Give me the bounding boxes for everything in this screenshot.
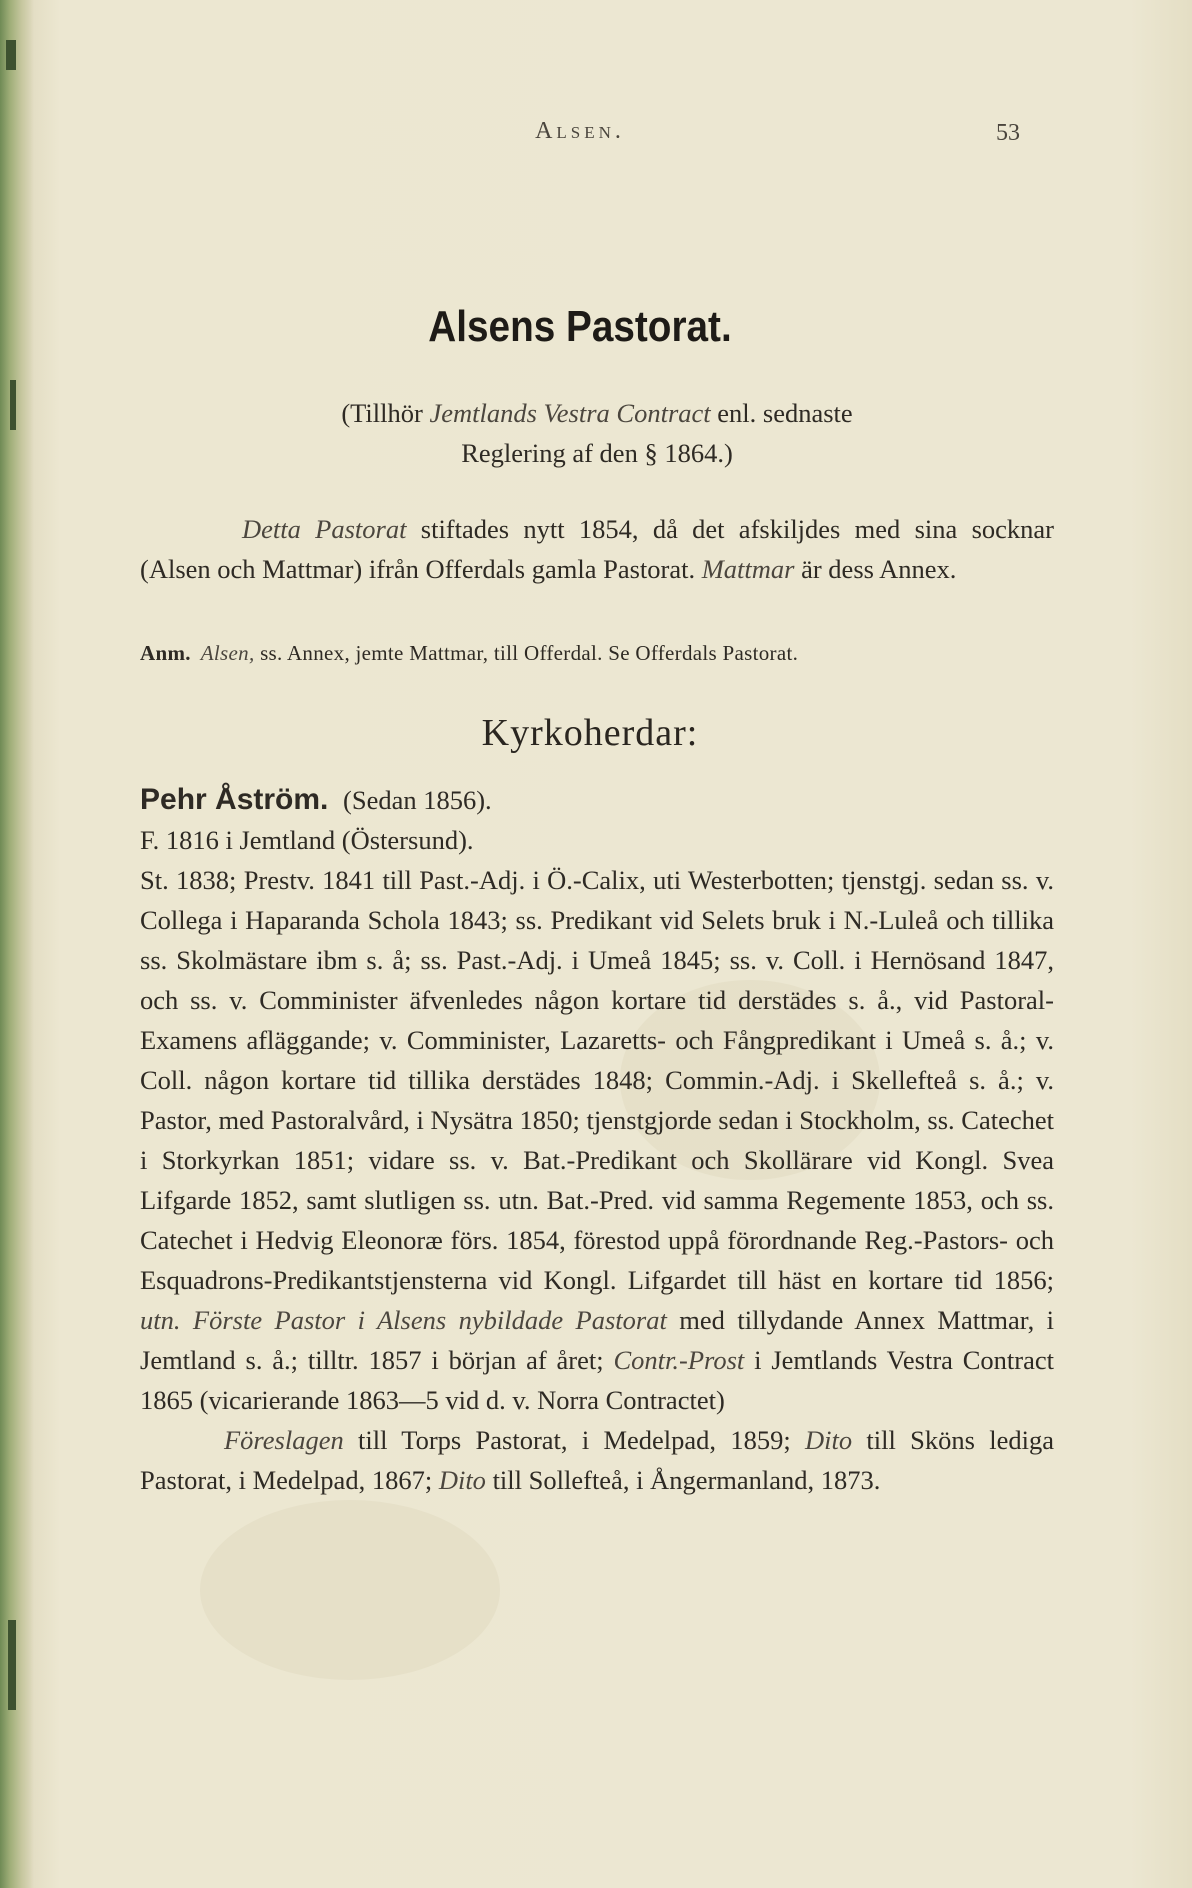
page-title: Alsens Pastorat. bbox=[428, 302, 732, 351]
bio-italic: utn. Förste Pastor i Alsens nybildade Pastorat bbox=[140, 1305, 667, 1335]
subtitle-text: (Tillhör bbox=[341, 398, 430, 428]
running-title: Alsen. bbox=[535, 118, 625, 144]
intro-text: är dess Annex. bbox=[794, 554, 957, 584]
bio-text: med tillydande Annex Mattmar, i Jemtland s. å.; tilltr. 1857 i början af året; bbox=[140, 1305, 1054, 1375]
proposal-text: till Sollefteå, i Ångermanland, 1873. bbox=[485, 1465, 881, 1495]
proposal-italic: Dito bbox=[438, 1465, 486, 1495]
spine-mark bbox=[10, 380, 16, 430]
bio-text: i Jemtlands Vestra Contract 1865 (vicarierande 1863—5 vid d. v. Norra Contractet) bbox=[140, 1345, 1054, 1415]
entry-biography bbox=[140, 860, 1054, 1420]
entry-since: (Sedan 1856). bbox=[343, 785, 492, 815]
intro-italic: Mattmar bbox=[701, 554, 795, 584]
proposal-text: till Torps Pastorat, i Medelpad, 1859; bbox=[343, 1425, 805, 1455]
entry-birth: F. 1816 i Jemtland (Östersund). bbox=[140, 825, 474, 855]
clergy-entry bbox=[140, 780, 1054, 1500]
subtitle-italic: Jemtlands Vestra Contract bbox=[429, 398, 711, 428]
spine-mark bbox=[6, 40, 16, 70]
subtitle-text: enl. sednaste bbox=[710, 398, 853, 428]
entry-proposals bbox=[140, 1420, 1054, 1500]
note-label: Anm. bbox=[140, 641, 191, 665]
bio-text: St. 1838; Prestv. 1841 till Past.-Adj. i Ö.-Calix, uti Westerbotten; tjenstgj. sedan ss. v. Collega i Haparanda Schola 1843; ss. Predikant vid Selets bruk i N.-Luleå och tillika ss. Skolmästare ibm s. å; ss. Past.-Adj. i Umeå 1845; ss. v. Coll. i Hernösand 1847, och ss. v. Comminister äfvenledes någon kortare tid derstädes s. å., vid Pastoral-Examens afläggande; v. Comminister, Lazaretts- och Fångpredikant i Umeå s. å.; v. Coll. någon kortare tid tillika derstädes 1848; Commin.-Adj. i Skellefteå s. å.; v. Pastor, med Pastoralvård, i Nysätra 1850; tjenstgjorde sedan i Stockholm, ss. Catechet i Storkyrkan 1851; vidare ss. v. Bat.-Predikant och Skollärare vid Kongl. Svea Lifgarde 1852, samt slutligen ss. utn. Bat.-Pred. vid samma Regemente 1853, och ss. Catechet i Hedvig Eleonoræ förs. 1854, förestod uppå förordnande Reg.-Pastors- och Esquadrons-Predikantstjensterna vid Kongl. Lifgardet till häst en kortare tid 1856; bbox=[140, 865, 1054, 1295]
subtitle-line-2: Reglering af den § 1864.) bbox=[461, 438, 733, 468]
entry-name-line bbox=[140, 780, 1054, 820]
intro-text: stiftades nytt 1854, då det afskiljdes med sina socknar (Alsen och Mattmar) ifrån Offerdals gamla Pastorat. bbox=[140, 514, 1054, 584]
intro-italic: Detta Pastorat bbox=[242, 514, 407, 544]
page-header bbox=[140, 118, 1020, 158]
note-italic: Alsen, bbox=[200, 641, 255, 665]
subtitle-line-1 bbox=[140, 393, 1054, 433]
proposal-italic: Föreslagen bbox=[224, 1425, 344, 1455]
intro-paragraph bbox=[140, 509, 1054, 589]
annotation-note bbox=[140, 633, 1054, 673]
bio-italic: Contr.-Prost bbox=[613, 1345, 745, 1375]
proposal-italic: Dito bbox=[805, 1425, 853, 1455]
proposal-text: till Sköns lediga Pastorat, i Medelpad, 1867; bbox=[140, 1425, 1054, 1495]
section-heading: Kyrkoherdar: bbox=[481, 712, 699, 754]
entry-name: Pehr Åström. bbox=[140, 783, 329, 816]
subtitle bbox=[140, 393, 1054, 473]
book-spine-edge bbox=[0, 0, 34, 1888]
spine-mark bbox=[8, 1620, 16, 1710]
paper-stain bbox=[200, 1500, 500, 1680]
note-text: ss. Annex, jemte Mattmar, till Offerdal. Se Offerdals Pastorat. bbox=[254, 641, 799, 665]
page-number: 53 bbox=[996, 120, 1020, 146]
